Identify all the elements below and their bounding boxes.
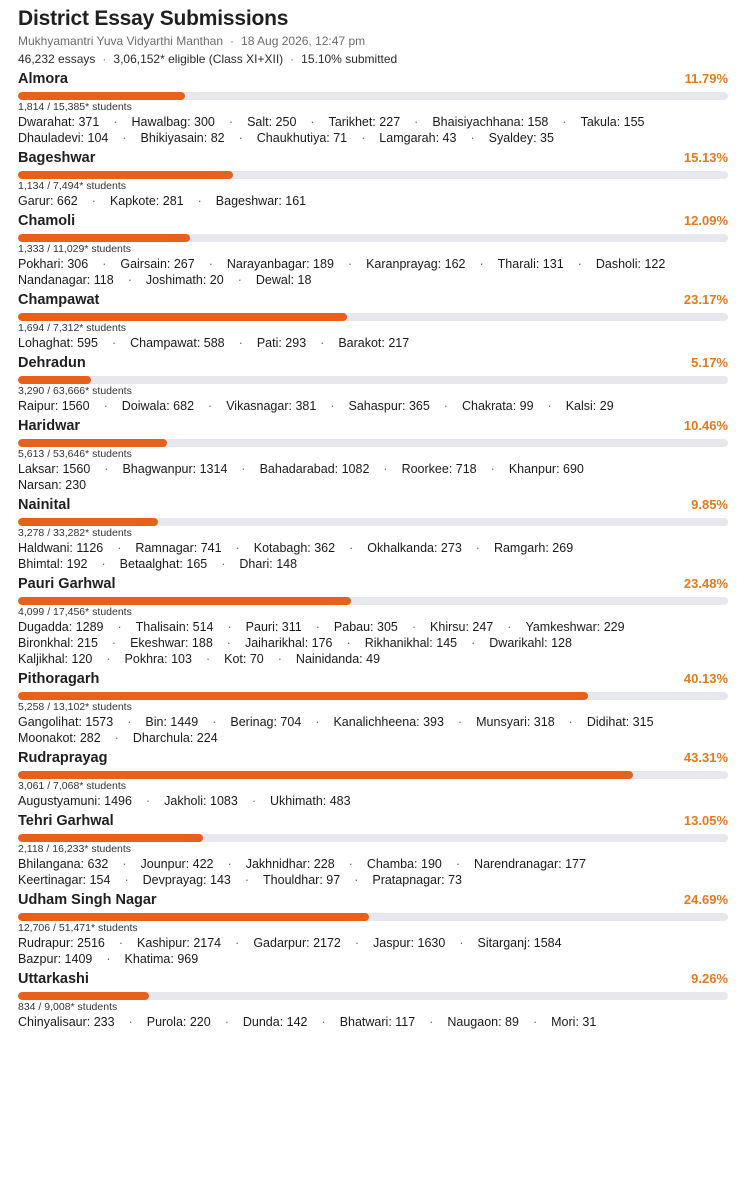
district-section <box>18 750 728 809</box>
progress-bar <box>18 313 728 321</box>
progress-fill <box>18 518 158 526</box>
separator-dot: · <box>577 257 582 271</box>
block-list-line <box>18 335 728 351</box>
district-name: Chamoli <box>18 213 76 229</box>
district-percent: 11.79% <box>684 71 728 86</box>
block-item: Kaljikhal: 120 <box>18 652 93 666</box>
student-count: 1,694 / 7,312* students <box>18 322 126 334</box>
block-item: Gangolihat: 1573 <box>18 715 114 729</box>
separator-dot: · <box>91 194 96 208</box>
separator-dot: · <box>235 541 240 555</box>
separator-dot: · <box>145 794 151 808</box>
block-item: Jakholi: 1083 <box>164 794 238 808</box>
block-item: Augustyamuni: 1496 <box>18 794 132 808</box>
separator-dot: · <box>470 131 475 145</box>
separator-dot: · <box>346 636 351 650</box>
separator-dot: · <box>227 857 232 871</box>
district-section <box>18 292 728 351</box>
block-item: Hawalbag: 300 <box>131 115 215 129</box>
progress-bar <box>18 597 728 605</box>
block-item: Rudrapur: 2516 <box>18 936 105 950</box>
progress-fill <box>18 313 347 321</box>
district-section <box>18 213 728 288</box>
separator-dot: · <box>227 620 232 634</box>
separator-dot: · <box>205 652 211 666</box>
district-header-row <box>18 671 728 691</box>
block-item: Bin: 1449 <box>145 715 199 729</box>
block-item: Kashipur: 2174 <box>137 936 222 950</box>
district-header-row <box>18 213 728 233</box>
separator-dot: · <box>230 34 235 48</box>
block-item: Dewal: 18 <box>255 273 312 287</box>
block-item: Haldwani: 1126 <box>18 541 104 555</box>
separator-dot: · <box>106 952 111 966</box>
block-item: Doiwala: 682 <box>121 399 195 413</box>
separator-dot: · <box>443 399 448 413</box>
block-item: Gairsain: 267 <box>120 257 195 271</box>
district-section <box>18 892 728 967</box>
separator-dot: · <box>507 620 512 634</box>
block-list-line <box>18 951 728 967</box>
student-count: 3,290 / 63,666* students <box>18 385 132 397</box>
block-item: Dugadda: 1289 <box>18 620 104 634</box>
block-item: Pokhra: 103 <box>124 652 192 666</box>
block-item: Pokhari: 306 <box>18 257 89 271</box>
block-item: Keertinagar: 154 <box>18 873 111 887</box>
block-list-line <box>18 872 728 888</box>
district-name: Haridwar <box>18 418 81 434</box>
district-section <box>18 71 728 146</box>
block-item: Pati: 293 <box>256 336 307 350</box>
separator-dot: · <box>235 936 240 950</box>
district-section <box>18 355 728 414</box>
block-item: Pabau: 305 <box>333 620 398 634</box>
summary-line <box>18 51 728 67</box>
separator-dot: · <box>226 636 231 650</box>
block-item: Salt: 250 <box>247 115 297 129</box>
block-item: Thouldhar: 97 <box>263 873 341 887</box>
block-item: Takula: 155 <box>580 115 645 129</box>
separator-dot: · <box>568 715 573 729</box>
separator-dot: · <box>310 115 315 129</box>
district-name: Bageshwar <box>18 150 96 166</box>
district-header-row <box>18 576 728 596</box>
district-percent: 23.17% <box>683 292 728 307</box>
block-item: Lohaghat: 595 <box>18 336 98 350</box>
progress-bar <box>18 771 728 779</box>
block-item: Naugaon: 89 <box>447 1015 519 1029</box>
separator-dot: · <box>471 636 476 650</box>
block-item: Khanpur: 690 <box>508 462 584 476</box>
separator-dot: · <box>117 620 122 634</box>
district-header-row <box>18 355 728 375</box>
district-percent: 9.85% <box>691 497 728 512</box>
block-item: Pratapnagar: 73 <box>372 873 463 887</box>
student-count: 1,134 / 7,494* students <box>18 180 126 192</box>
block-list-line <box>18 461 728 477</box>
block-list-line <box>18 272 728 288</box>
block-item: Chinyalisaur: 233 <box>18 1015 115 1029</box>
separator-dot: · <box>361 131 366 145</box>
block-item: Joshimath: 20 <box>145 273 224 287</box>
separator-dot: · <box>117 541 122 555</box>
district-section <box>18 418 728 493</box>
block-item: Khirsu: 247 <box>430 620 494 634</box>
separator-dot: · <box>208 257 213 271</box>
district-name: Udham Singh Nagar <box>18 892 157 908</box>
separator-dot: · <box>347 257 353 271</box>
block-item: Dhauladevi: 104 <box>18 131 109 145</box>
district-header-row <box>18 750 728 770</box>
progress-fill <box>18 171 233 179</box>
district-section <box>18 497 728 572</box>
block-item: Dasholi: 122 <box>595 257 666 271</box>
block-item: Bhikiyasain: 82 <box>140 131 225 145</box>
block-item: Vikasnagar: 381 <box>226 399 317 413</box>
progress-bar <box>18 692 728 700</box>
separator-dot: · <box>411 620 417 634</box>
block-item: Karanprayag: 162 <box>366 257 466 271</box>
block-item: Jakhnidhar: 228 <box>245 857 335 871</box>
block-item: Sahaspur: 365 <box>348 399 430 413</box>
district-header-row <box>18 813 728 833</box>
separator-dot: · <box>290 52 295 66</box>
progress-fill <box>18 992 149 1000</box>
separator-dot: · <box>457 715 463 729</box>
progress-fill <box>18 234 190 242</box>
district-name: Nainital <box>18 497 71 513</box>
block-item: Purola: 220 <box>146 1015 211 1029</box>
district-header-row <box>18 971 728 991</box>
block-item: Kapkote: 281 <box>109 194 184 208</box>
separator-dot: · <box>127 273 132 287</box>
separator-dot: · <box>532 1015 538 1029</box>
block-list-line <box>18 256 728 272</box>
summary-submitted: 15.10% submitted <box>301 52 398 66</box>
block-list-line <box>18 540 728 556</box>
district-percent: 5.17% <box>691 355 728 370</box>
block-item: Syaldey: 35 <box>488 131 554 145</box>
separator-dot: · <box>124 873 129 887</box>
separator-dot: · <box>479 257 484 271</box>
progress-fill <box>18 92 185 100</box>
block-item: Mori: 31 <box>551 1015 597 1029</box>
block-item: Bageshwar: 161 <box>215 194 307 208</box>
separator-dot: · <box>102 257 107 271</box>
block-item: Jaspur: 1630 <box>373 936 446 950</box>
student-count: 834 / 9,008* students <box>18 1001 118 1013</box>
block-item: Raipur: 1560 <box>18 399 90 413</box>
block-list-line <box>18 398 728 414</box>
block-list-line <box>18 714 728 730</box>
separator-dot: · <box>104 462 109 476</box>
block-item: Kotabagh: 362 <box>253 541 336 555</box>
district-list <box>18 71 728 1030</box>
progress-fill <box>18 771 633 779</box>
district-percent: 13.05% <box>683 813 728 828</box>
district-section <box>18 671 728 746</box>
block-item: Dwarahat: 371 <box>18 115 100 129</box>
block-item: Barakot: 217 <box>338 336 410 350</box>
block-item: Jaiharikhal: 176 <box>244 636 333 650</box>
block-item: Khatima: 969 <box>124 952 199 966</box>
separator-dot: · <box>244 873 250 887</box>
separator-dot: · <box>103 399 108 413</box>
progress-fill <box>18 913 369 921</box>
progress-fill <box>18 692 588 700</box>
block-item: Bahadarabad: 1082 <box>259 462 370 476</box>
separator-dot: · <box>414 115 419 129</box>
subtitle-time: 18 Aug 2026, 12:47 pm <box>241 34 366 48</box>
separator-dot: · <box>315 715 320 729</box>
separator-dot: · <box>101 557 106 571</box>
separator-dot: · <box>113 115 118 129</box>
block-item: Kanalichheena: 393 <box>333 715 444 729</box>
separator-dot: · <box>122 857 127 871</box>
progress-bar <box>18 92 728 100</box>
block-item: Jounpur: 422 <box>140 857 214 871</box>
separator-dot: · <box>237 273 242 287</box>
block-item: Dharchula: 224 <box>132 731 218 745</box>
district-name: Pauri Garhwal <box>18 576 116 592</box>
block-item: Narayanbagar: 189 <box>226 257 334 271</box>
progress-bar <box>18 234 728 242</box>
progress-bar <box>18 913 728 921</box>
separator-dot: · <box>128 1015 133 1029</box>
block-item: Kalsi: 29 <box>565 399 614 413</box>
separator-dot: · <box>315 620 320 634</box>
separator-dot: · <box>127 715 132 729</box>
district-header-row <box>18 892 728 912</box>
block-list-line <box>18 477 728 493</box>
block-item: Chaukhutiya: 71 <box>256 131 348 145</box>
separator-dot: · <box>348 857 353 871</box>
district-name: Champawat <box>18 292 100 308</box>
block-item: Garur: 662 <box>18 194 78 208</box>
student-count: 12,706 / 51,471* students <box>18 922 138 934</box>
block-item: Nainidanda: 49 <box>295 652 381 666</box>
separator-dot: · <box>490 462 495 476</box>
district-name: Almora <box>18 71 68 87</box>
district-header-row <box>18 292 728 312</box>
student-count: 3,278 / 33,282* students <box>18 527 132 539</box>
block-item: Narendranagar: 177 <box>474 857 586 871</box>
separator-dot: · <box>383 462 388 476</box>
block-list-line <box>18 935 728 951</box>
separator-dot: · <box>547 399 552 413</box>
block-list-line <box>18 793 728 809</box>
separator-dot: · <box>221 557 226 571</box>
district-header-row <box>18 418 728 438</box>
block-list-line <box>18 619 728 635</box>
separator-dot: · <box>106 652 111 666</box>
progress-fill <box>18 439 167 447</box>
page-subtitle <box>18 33 728 49</box>
separator-dot: · <box>241 462 246 476</box>
separator-dot: · <box>212 715 217 729</box>
progress-bar <box>18 992 728 1000</box>
separator-dot: · <box>122 131 127 145</box>
block-item: Bhaisiyachhana: 158 <box>432 115 549 129</box>
block-list-line <box>18 130 728 146</box>
separator-dot: · <box>111 636 117 650</box>
block-item: Chamba: 190 <box>366 857 442 871</box>
block-item: Kot: 70 <box>224 652 264 666</box>
separator-dot: · <box>320 336 325 350</box>
separator-dot: · <box>349 541 354 555</box>
block-item: Bhatwari: 117 <box>339 1015 416 1029</box>
summary-essays: 46,232 essays <box>18 52 96 66</box>
student-count: 5,258 / 13,102* students <box>18 701 132 713</box>
student-count: 2,118 / 16,233* students <box>18 843 132 855</box>
block-item: Devprayag: 143 <box>142 873 231 887</box>
district-header-row <box>18 497 728 517</box>
block-item: Ramgarh: 269 <box>493 541 574 555</box>
separator-dot: · <box>197 194 202 208</box>
separator-dot: · <box>321 1015 326 1029</box>
separator-dot: · <box>459 936 464 950</box>
district-percent: 24.69% <box>683 892 728 907</box>
separator-dot: · <box>238 336 243 350</box>
separator-dot: · <box>277 652 282 666</box>
block-list-line <box>18 730 728 746</box>
district-header-row <box>18 71 728 91</box>
block-item: Pauri: 311 <box>245 620 302 634</box>
block-item: Didihat: 315 <box>586 715 654 729</box>
progress-bar <box>18 834 728 842</box>
block-item: Yamkeshwar: 229 <box>525 620 625 634</box>
separator-dot: · <box>102 52 107 66</box>
district-section <box>18 813 728 888</box>
progress-fill <box>18 597 351 605</box>
block-item: Chakrata: 99 <box>461 399 534 413</box>
progress-fill <box>18 376 91 384</box>
separator-dot: · <box>114 731 119 745</box>
district-section <box>18 150 728 209</box>
block-item: Moonakot: 282 <box>18 731 101 745</box>
separator-dot: · <box>330 399 335 413</box>
block-item: Champawat: 588 <box>130 336 225 350</box>
student-count: 5,613 / 53,646* students <box>18 448 132 460</box>
district-name: Rudraprayag <box>18 750 108 766</box>
district-name: Dehradun <box>18 355 86 371</box>
district-percent: 10.46% <box>683 418 728 433</box>
block-item: Bironkhal: 215 <box>18 636 98 650</box>
block-item: Betaalghat: 165 <box>119 557 208 571</box>
block-item: Nandanagar: 118 <box>18 273 114 287</box>
separator-dot: · <box>455 857 461 871</box>
student-count: 3,061 / 7,068* students <box>18 780 126 792</box>
district-percent: 40.13% <box>683 671 728 686</box>
district-percent: 15.13% <box>683 150 728 165</box>
block-list-line <box>18 856 728 872</box>
page-title: District Essay Submissions <box>18 7 289 30</box>
block-item: Lamgarah: 43 <box>379 131 457 145</box>
block-item: Gadarpur: 2172 <box>253 936 341 950</box>
district-percent: 9.26% <box>691 971 728 986</box>
block-item: Tharali: 131 <box>497 257 564 271</box>
district-section <box>18 971 728 1030</box>
block-list-line <box>18 556 728 572</box>
progress-bar <box>18 171 728 179</box>
separator-dot: · <box>208 399 213 413</box>
subtitle-org: Mukhyamantri Yuva Vidyarthi Manthan <box>18 34 224 48</box>
district-name: Pithoragarh <box>18 671 100 687</box>
block-item: Ramnagar: 741 <box>135 541 222 555</box>
block-item: Rikhanikhal: 145 <box>364 636 458 650</box>
student-count: 1,814 / 15,385* students <box>18 101 132 113</box>
block-list-line <box>18 1014 728 1030</box>
separator-dot: · <box>251 794 256 808</box>
separator-dot: · <box>354 873 359 887</box>
block-item: Bhagwanpur: 1314 <box>122 462 228 476</box>
block-item: Thalisain: 514 <box>135 620 214 634</box>
block-list-line <box>18 193 728 209</box>
district-percent: 43.31% <box>683 750 728 765</box>
block-list-line <box>18 635 728 651</box>
block-item: Dunda: 142 <box>242 1015 308 1029</box>
student-count: 4,099 / 17,456* students <box>18 606 132 618</box>
district-percent: 23.48% <box>683 576 728 591</box>
block-list-line <box>18 114 728 130</box>
district-name: Tehri Garhwal <box>18 813 114 829</box>
progress-bar <box>18 518 728 526</box>
district-percent: 12.09% <box>683 213 728 228</box>
block-item: Bazpur: 1409 <box>18 952 93 966</box>
separator-dot: · <box>238 131 243 145</box>
separator-dot: · <box>475 541 480 555</box>
block-item: Bhimtal: 192 <box>18 557 88 571</box>
block-item: Sitarganj: 1584 <box>477 936 562 950</box>
progress-fill <box>18 834 203 842</box>
separator-dot: · <box>354 936 360 950</box>
block-item: Tarikhet: 227 <box>328 115 401 129</box>
district-name: Uttarkashi <box>18 971 89 987</box>
separator-dot: · <box>224 1015 229 1029</box>
block-item: Ukhimath: 483 <box>269 794 351 808</box>
block-item: Munsyari: 318 <box>476 715 555 729</box>
progress-bar <box>18 439 728 447</box>
separator-dot: · <box>118 936 124 950</box>
block-item: Narsan: 230 <box>18 478 87 492</box>
block-item: Okhalkanda: 273 <box>367 541 462 555</box>
separator-dot: · <box>228 115 234 129</box>
block-item: Dwarikahl: 128 <box>489 636 572 650</box>
block-item: Ekeshwar: 188 <box>130 636 213 650</box>
summary-eligible: 3,06,152* eligible (Class XI+XII) <box>113 52 284 66</box>
block-list-line <box>18 651 728 667</box>
district-section <box>18 576 728 667</box>
separator-dot: · <box>562 115 567 129</box>
block-item: Bhilangana: 632 <box>18 857 109 871</box>
block-item: Laksar: 1560 <box>18 462 91 476</box>
block-item: Berinag: 704 <box>230 715 302 729</box>
progress-bar <box>18 376 728 384</box>
block-item: Roorkee: 718 <box>401 462 477 476</box>
district-header-row <box>18 150 728 170</box>
separator-dot: · <box>429 1015 434 1029</box>
separator-dot: · <box>111 336 117 350</box>
student-count: 1,333 / 11,029* students <box>18 243 132 255</box>
block-item: Dhari: 148 <box>239 557 298 571</box>
